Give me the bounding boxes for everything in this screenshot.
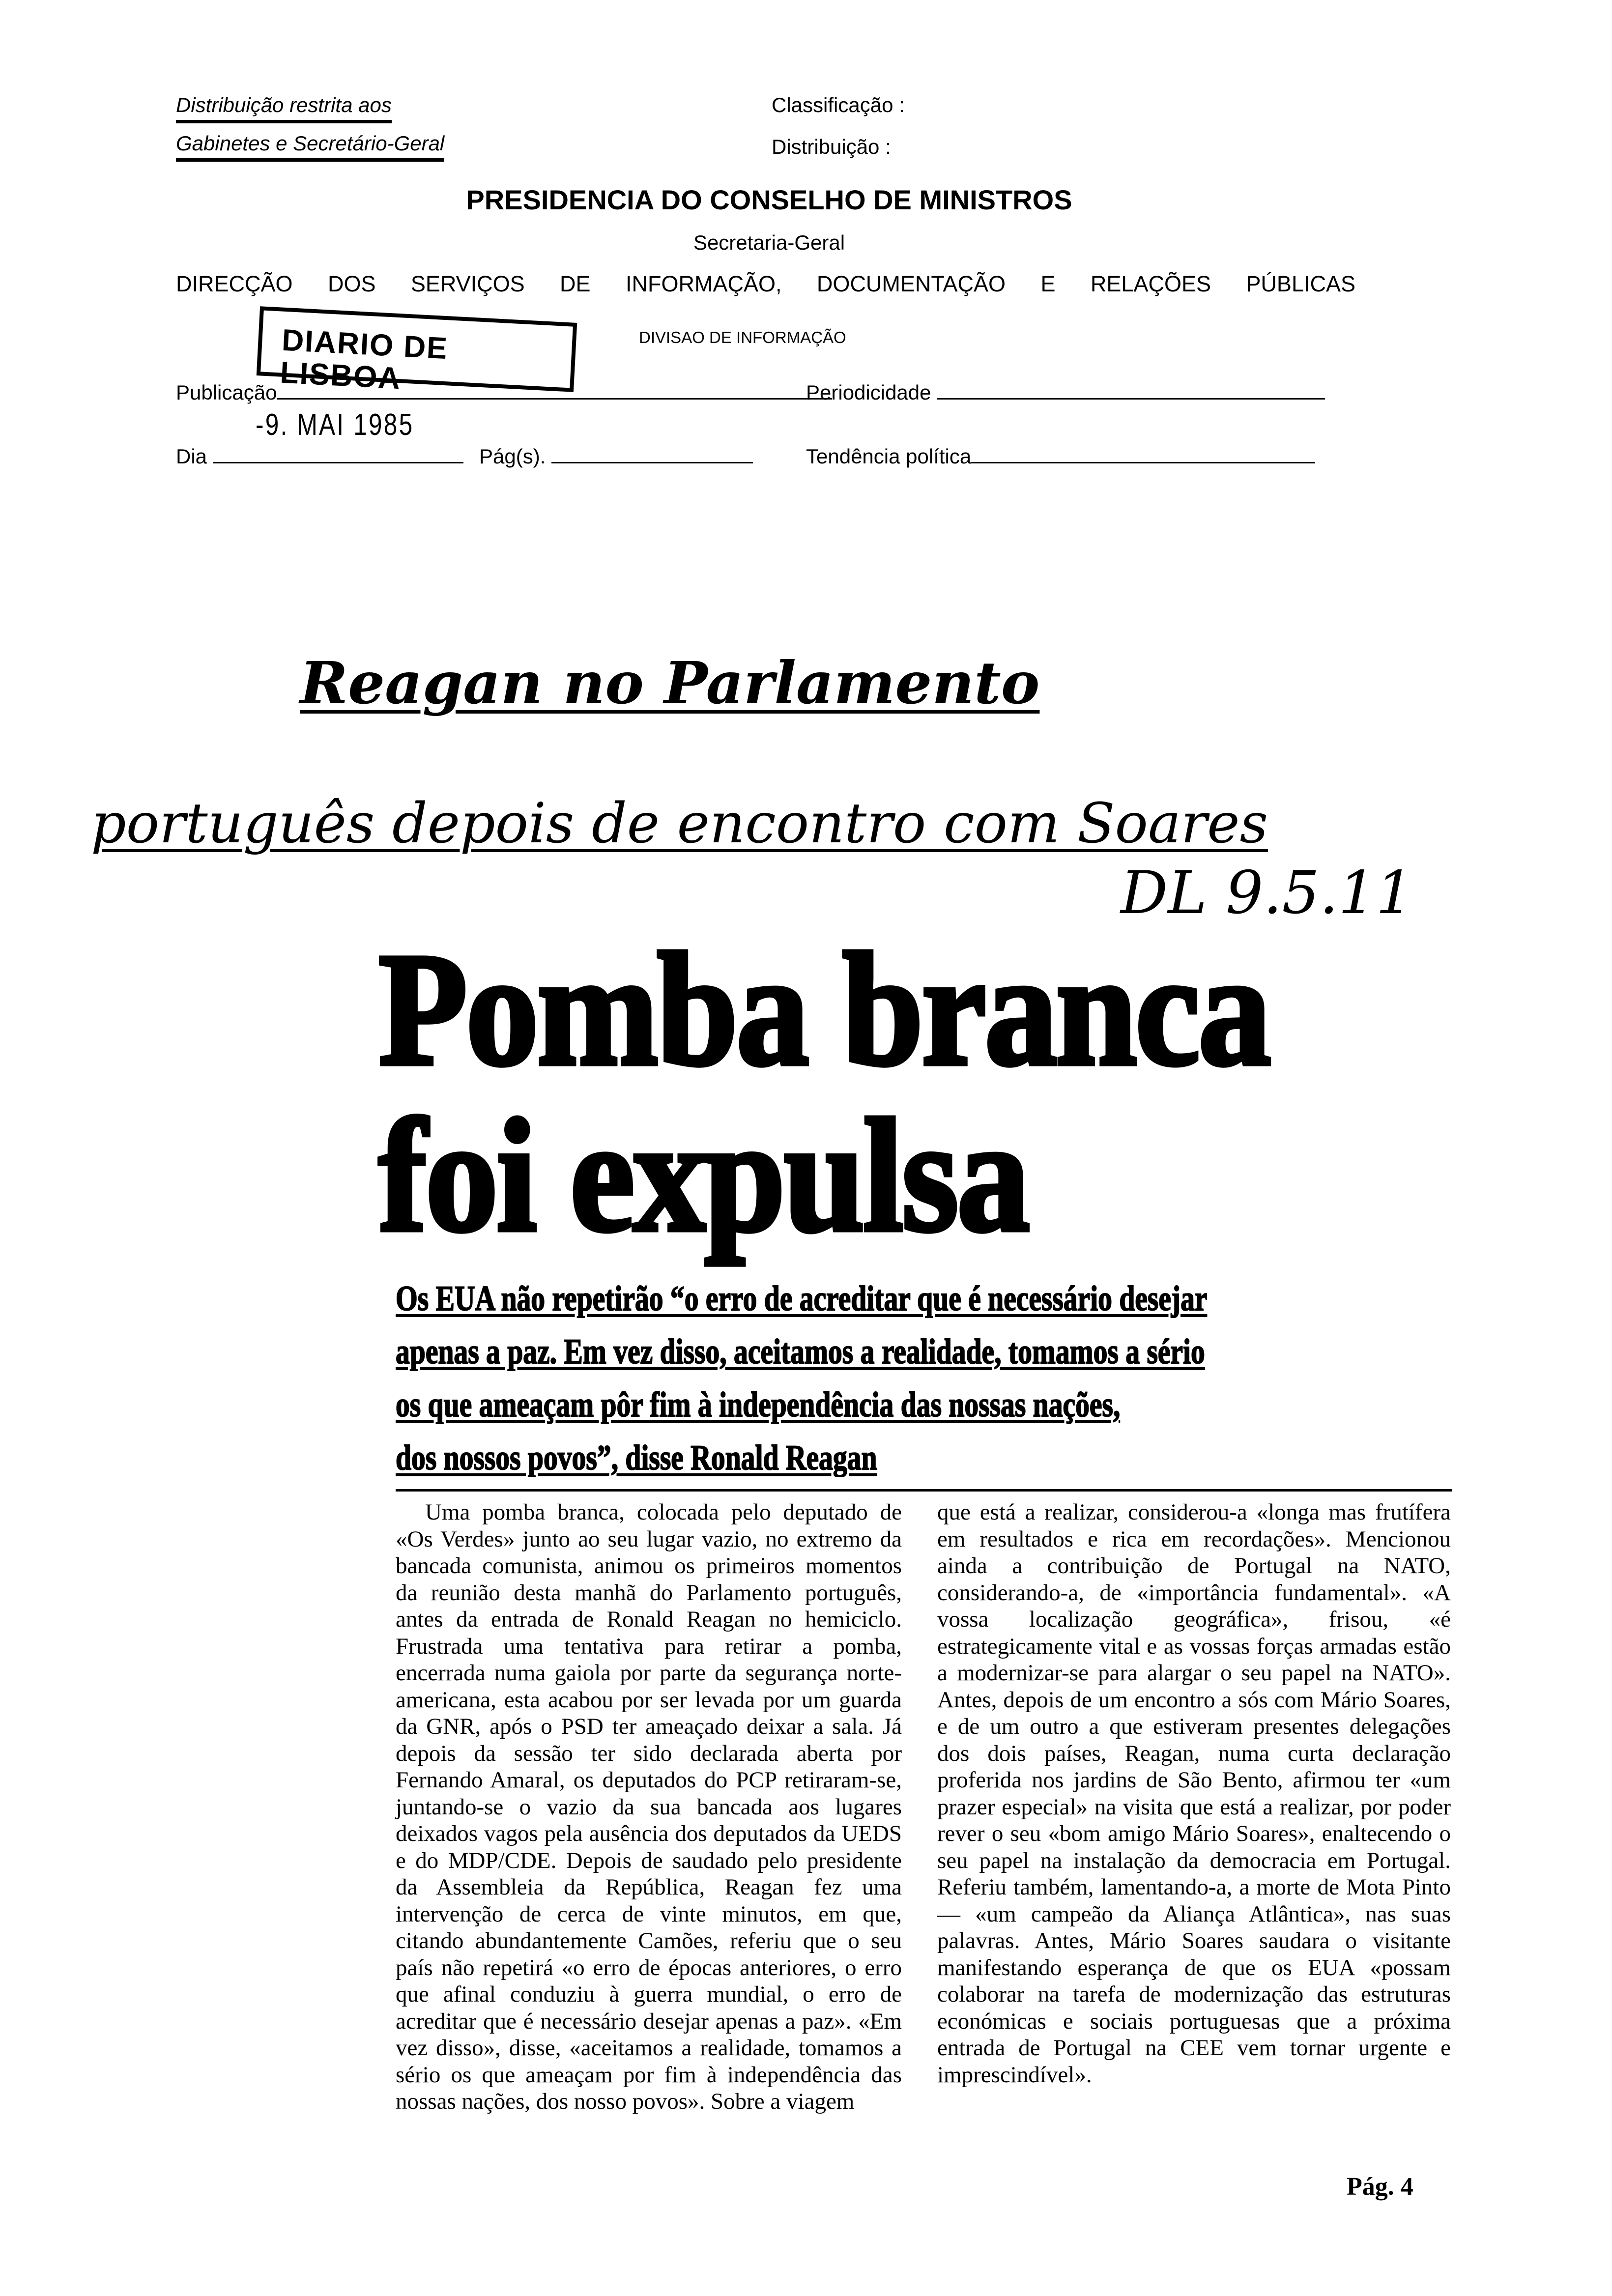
directorate-title: DIRECÇÃO DOS SERVIÇOS DE INFORMAÇÃO, DOCUMENTAÇÃO E RELAÇÕES PÚBLICAS (176, 271, 1355, 296)
subtitle-line: os que ameaçam pôr fim à independência das nossas nações, (396, 1385, 1121, 1424)
body-paragraph: Uma pomba branca, colocada pelo deputado de «Os Verdes» junto ao seu lugar vazio, no extremo da bancada comunista, animou os primeiros momentos da reunião desta manhã do Parlamento português, antes da entrada de Ronald Reagan no hemiciclo. Frustrada uma tentativa para retirar a pomba, encerrada numa gaiola por parte da segurança norte-americana, esta acabou por ser levada por um guarda da GNR, após o PSD ter ameaçado deixar a sala. Já depois da sessão ter sido declarada aberta por Fernando Amaral, os deputados do PCP retiraram-se, juntando-se o vazio da sua bancada aos lugares deixados vagos pela ausência dos deputados da UEDS e do MDP/CDE. Depois de saudado pelo presidente da Assembleia da República, Reagan fez uma intervenção de cerca de vinte minutos, em que, citando abundantemente Camões, referiu que o seu país não repetirá «o erro de épocas anteriores, o erro que afinal conduziu à guerra mundial, o erro de acreditar que é necessário desejar apenas a paz». «Em vez disso», disse, «aceitamos a realidade, tomamos a sério os que ameaçam por fim à independência das nossas nações, dos nosso povos». Sobre a viagem (396, 1499, 902, 2114)
subtitle-line: apenas a paz. Em vez disso, aceitamos a realidade, tomamos a sério (396, 1332, 1205, 1371)
distribution-restriction-line2: Gabinetes e Secretário-Geral (176, 132, 444, 162)
day-field (176, 445, 463, 468)
subtitle-line: Os EUA não repetirão “o erro de acreditar que é necessário desejar (396, 1279, 1208, 1318)
body-paragraph: que está a realizar, considerou-a «longa mas frutífera em resultados e rica em recordações». Mencionou ainda a contribuição de Portugal na NATO, considerando-a, de «importância fundamental». «A vossa localização geográfica», frisou, «é estrategicamente vital e as vossas forças armadas estão a modernizar-se para alargar o seu papel na NATO». Antes, depois de um encontro a sós com Mário Soares, e de um outro a que estiveram presentes delegações dos dois países, Reagan, numa curta declaração proferida nos jardins de São Bento, afirmou ter «um prazer especial» na visita que está a realizar, por poder rever o seu «bom amigo Mário Soares», enaltecendo o seu papel na instalação da democracia em Portugal. Referiu também, lamentando-a, a morte de Mota Pinto — «um campeão da Aliança Atlântica», nas suas palavras. Antes, Mário Soares saudara o visitante manifestando esperança de que os EUA «possam colaborar na tarefa de modernização das estruturas económicas e sociais portuguesas que a próxima entrada de Portugal na CEE vem tornar urgente e imprescindível». (937, 1499, 1451, 2088)
kicker-line-1: Reagan no Parlamento (300, 649, 1040, 717)
pages-label: Pág(s). (479, 445, 546, 468)
pages-line (551, 462, 753, 463)
day-line (213, 462, 463, 463)
article-title-line-2: foi expulsa (378, 1086, 1028, 1265)
org-title: PRESIDENCIA DO CONSELHO DE MINISTROS (466, 184, 1072, 215)
page-reference: Pág. 4 (1347, 2173, 1413, 2201)
org-subtitle: Secretaria-Geral (693, 231, 845, 254)
classification-label: Classificação : (772, 93, 905, 116)
periodicity-line (937, 398, 1325, 400)
date-stamp: -9. MAI 1985 (256, 408, 414, 442)
stamp-text: DIARIO DE LISBOA (279, 323, 449, 396)
article-title-line-1: Pomba branca (378, 920, 1270, 1099)
distribution-restriction-line1: Distribuição restrita aos (176, 93, 392, 123)
handwritten-note: DL 9.5.11 (1121, 859, 1413, 927)
political-tendency-line (971, 462, 1315, 463)
distribution-label: Distribuição : (772, 135, 891, 158)
periodicity-label: Periodicidade (806, 381, 931, 404)
body-column-right (937, 1499, 1451, 2088)
body-column-left (396, 1499, 902, 2115)
periodicity-field (806, 381, 1325, 404)
political-tendency-field (806, 445, 1315, 468)
publication-field (176, 381, 832, 404)
pages-field (479, 445, 753, 468)
division-label: DIVISAO DE INFORMAÇÃO (639, 328, 846, 346)
publication-stamp (257, 306, 577, 396)
day-label: Dia (176, 445, 207, 468)
kicker-line-2: português depois de encontro com Soares (91, 792, 1268, 856)
publication-label: Publicação (176, 381, 277, 404)
subtitle-rule (396, 1489, 1452, 1492)
subtitle-line: dos nossos povos”, disse Ronald Reagan (396, 1438, 877, 1477)
political-tendency-label: Tendência política (806, 445, 972, 468)
publication-line (277, 398, 832, 400)
